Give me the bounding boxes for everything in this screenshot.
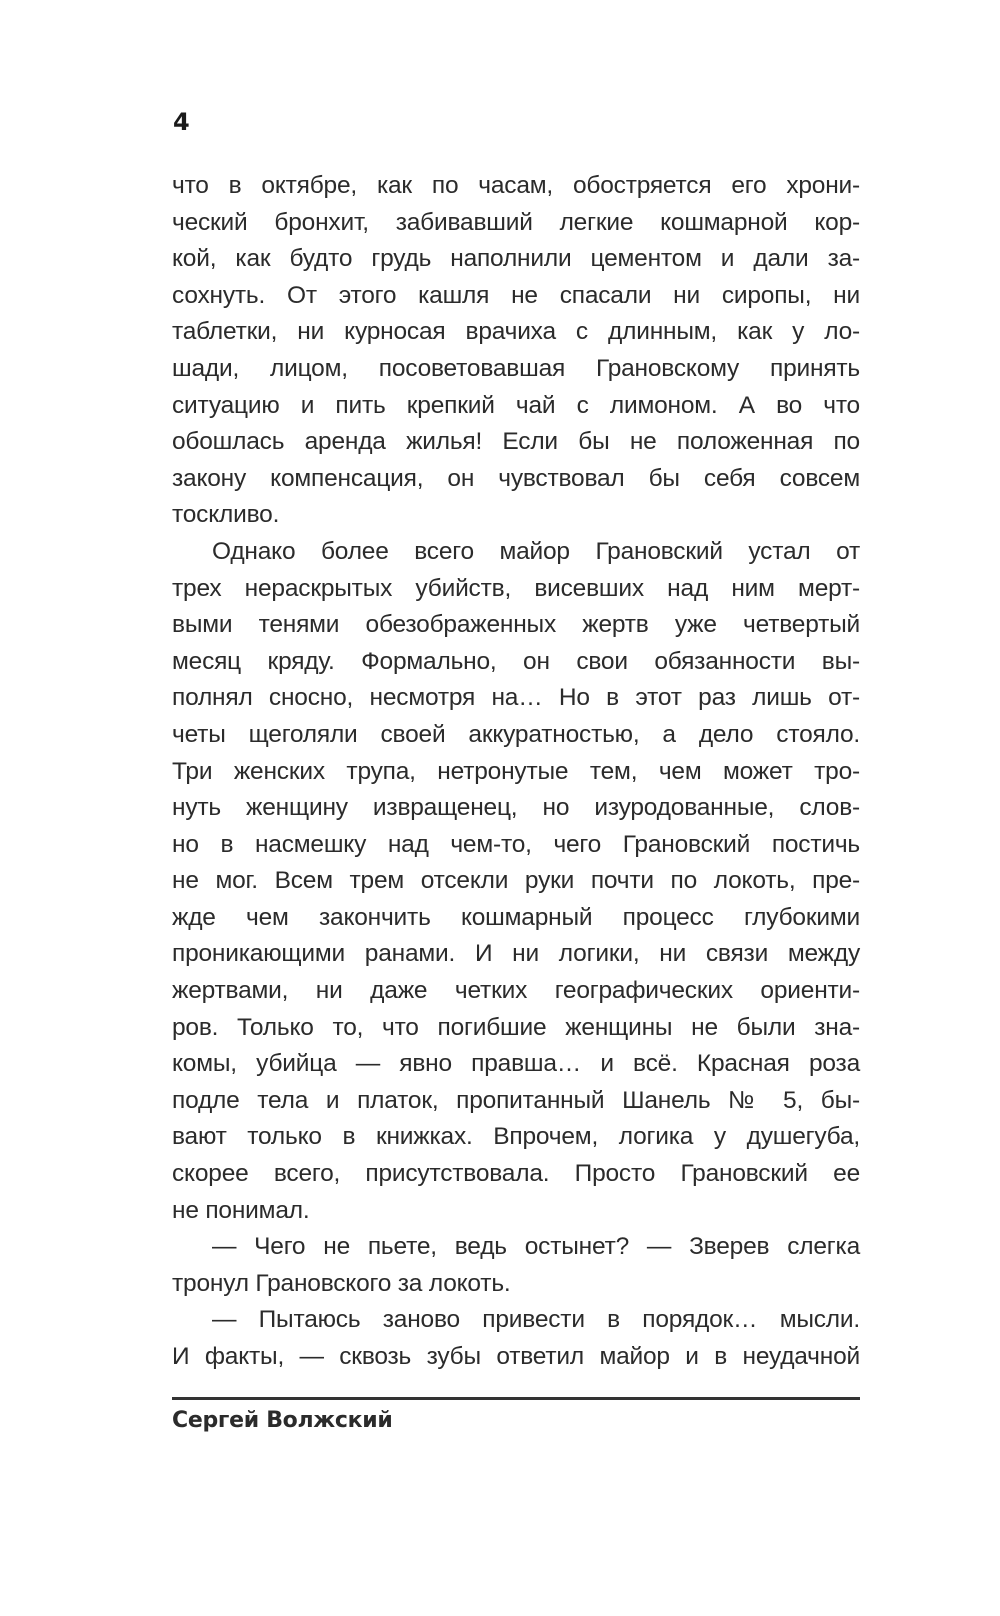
text-line: трех нераскрытых убийств, висевших над ним мерт- [172, 574, 860, 602]
text-line: подле тела и платок, пропитанный Шанель № 5, бы- [172, 1086, 860, 1114]
text-line: таблетки, ни курносая врачиха с длинным, как у ло- [172, 318, 860, 346]
text-line: ситуацию и пить крепкий чай с лимоном. А во что [172, 391, 860, 419]
text-line: сохнуть. От этого кашля не спасали ни сиропы, ни [172, 281, 860, 309]
text-line: шади, лицом, посоветовавшая Грановскому принять [172, 354, 860, 382]
text-line: четы щеголяли своей аккуратностью, а дело стояло. [172, 720, 860, 748]
footer-author: Сергей Волжский [172, 1408, 393, 1433]
text-line: обошлась аренда жилья! Если бы не положенная по [172, 428, 860, 456]
text-line: жертвами, ни даже четких географических ориенти- [172, 977, 860, 1005]
footer-rule [172, 1397, 860, 1400]
text-line: комы, убийца — явно правша… и всё. Красная роза [172, 1050, 860, 1078]
text-line: не понимал. [172, 1196, 310, 1224]
text-line: тоскливо. [172, 501, 280, 529]
text-line: не мог. Всем трем отсекли руки почти по локоть, пре- [172, 867, 860, 895]
text-line: скорее всего, присутствовала. Просто Грановский ее [172, 1160, 860, 1188]
text-line: — Чего не пьете, ведь остынет? — Зверев слегка [212, 1233, 860, 1261]
text-line: вают только в книжках. Впрочем, логика у душегуба, [172, 1123, 860, 1151]
body-text [172, 168, 860, 1376]
text-line: нуть женщину извращенец, но изуродованные, слов- [172, 794, 860, 822]
page-number: 4 [173, 108, 190, 136]
text-line: жде чем закончить кошмарный процесс глубокими [172, 903, 860, 931]
text-line: тронул Грановского за локоть. [172, 1269, 511, 1297]
text-line: кой, как будто грудь наполнили цементом и дали за- [172, 245, 860, 273]
text-line: закону компенсация, он чувствовал бы себя совсем [172, 464, 860, 492]
text-line: месяц кряду. Формально, он свои обязанности вы- [172, 647, 860, 675]
text-line: — Пытаюсь заново привести в порядок… мысли. [212, 1306, 860, 1334]
text-line: ров. Только то, что погибшие женщины не были зна- [172, 1013, 860, 1041]
text-line: что в октябре, как по часам, обостряется его хрони- [172, 172, 860, 199]
text-line: но в насмешку над чем-то, чего Грановский постичь [172, 830, 860, 858]
text-line: И факты, — сквозь зубы ответил майор и в неудачной [172, 1343, 860, 1370]
text-line: проникающими ранами. И ни логики, ни связи между [172, 940, 860, 968]
text-line: ческий бронхит, забивавший легкие кошмарной кор- [172, 208, 860, 236]
text-line: Три женских трупа, нетронутые тем, чем может тро- [172, 757, 860, 785]
text-line: Однако более всего майор Грановский устал от [212, 537, 860, 565]
text-line: полнял сносно, несмотря на… Но в этот раз лишь от- [172, 684, 860, 712]
text-line: выми тенями обезображенных жертв уже четвертый [172, 611, 860, 639]
